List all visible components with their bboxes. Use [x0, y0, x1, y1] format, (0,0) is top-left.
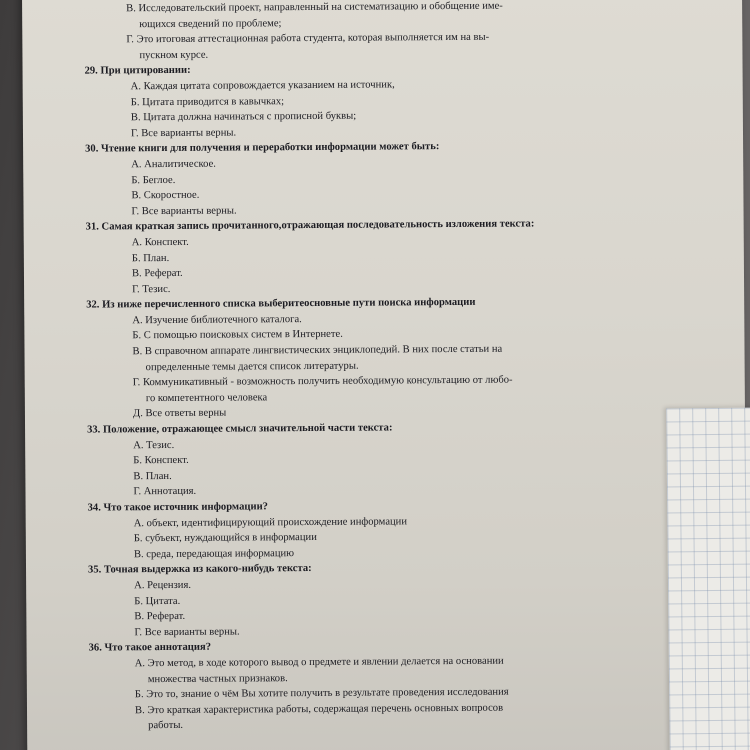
answer-text: А. Аналитическое. [131, 158, 216, 171]
prev-answer-g [84, 29, 644, 64]
answer-option [89, 699, 649, 734]
question-block [89, 637, 650, 734]
answer-text: А. объект, идентифицирующий происхождение информации [133, 515, 408, 529]
question-block [85, 60, 646, 142]
answer-text: Г. Все варианты верны. [131, 205, 237, 217]
test-questions [84, 0, 649, 734]
answer-text: Г. Все варианты верны. [130, 127, 237, 139]
prev-answer-line: пускном курсе. [139, 49, 209, 61]
question-block [88, 559, 649, 641]
answer-text: А. Это метод, в ходе которого вывод о предмете и явлении делается на основании [134, 655, 504, 670]
answer-text: А. Каждая цитата сопровождается указанием на источник, [130, 79, 395, 93]
prev-answer-line: В. Исследовательский проект, направленный на систематизацию и обобщение име- [126, 0, 503, 15]
answer-option [89, 653, 649, 688]
answer-text: Б. Конспект. [133, 455, 189, 467]
answer-continuation: определенные темы дается список литературы. [145, 360, 359, 373]
answer-text: Б. Цитата. [134, 595, 181, 607]
answer-text: В. Это краткая характеристика работы, содержащая перечень основных вопросов [134, 702, 504, 716]
question-list [85, 60, 650, 734]
answer-text: Б. План. [131, 252, 170, 264]
graph-paper-sheet [666, 408, 750, 750]
paper-sheet [22, 0, 747, 750]
answer-text: В. Реферат. [134, 611, 186, 623]
question-title: 36. Что такое аннотация? [88, 642, 212, 654]
answer-text: Б. С помощью поисковых систем в Интернете. [132, 329, 343, 342]
prev-answer-line: ющихся сведений по проблеме; [139, 17, 282, 30]
question-block [86, 216, 647, 298]
answer-text: А. Рецензия. [134, 579, 192, 592]
answer-text: Б. Беглое. [131, 174, 176, 186]
answer-text: А. Тезис. [133, 439, 175, 451]
answer-text: Б. Это то, знание о чём Вы хотите получить в результате проведения исследования [134, 686, 509, 701]
question-title: 29. При цитировании: [84, 65, 191, 77]
answer-text: А. Изучение библиотечного каталога. [132, 313, 302, 327]
answer-continuation: работы. [148, 720, 184, 732]
answer-continuation: множества частных признаков. [147, 672, 288, 685]
prev-answer-line: Г. Это итоговая аттестационная работа студента, которая выполняется им на вы- [126, 31, 490, 46]
question-block [87, 419, 648, 501]
answer-text: В. План. [133, 470, 172, 483]
answer-text: В. среда, передающая информацию [133, 547, 295, 561]
prev-answer-v [84, 0, 644, 33]
question-title: 30. Чтение книги для получения и переработки информации может быть: [85, 141, 440, 155]
answer-text: Г. Тезис. [132, 283, 171, 295]
question-block [88, 497, 648, 563]
answer-text: Г. Все варианты верны. [134, 626, 240, 638]
question-title: 32. Из ниже перечисленного списка выберитеосновные пути поиска информации [86, 297, 476, 311]
question-block [85, 138, 646, 220]
answer-text: В. Цитата должна начинаться с прописной буквы; [130, 110, 357, 124]
answer-continuation: го компетентного человека [145, 392, 268, 404]
answer-text: А. Конспект. [131, 236, 189, 249]
answer-text: В. В справочном аппарате лингвистических энциклопедий. В них после статьи на [132, 343, 503, 358]
answer-option [87, 372, 647, 407]
answer-text: В. Реферат. [131, 267, 183, 280]
answer-option [86, 341, 646, 376]
question-block [86, 294, 647, 423]
answer-text: Г. Аннотация. [133, 486, 197, 498]
answer-text: Д. Все ответы верны [132, 408, 227, 420]
answer-text: Б. субъект, нуждающийся в информации [133, 532, 317, 545]
question-title: 33. Положение, отражающее смысл значительной части текста: [87, 422, 393, 436]
question-title: 31. Самая краткая запись прочитанного,отражающая последовательность изложения текста: [85, 218, 535, 233]
answer-text: В. Скоростное. [131, 189, 200, 202]
answer-text: Б. Цитата приводится в кавычках; [130, 95, 285, 108]
question-title: 34. Что такое источник информации? [87, 501, 268, 514]
answer-text: Г. Коммуникативный - возможность получить необходимую консультацию от любо- [132, 374, 513, 389]
question-title: 35. Точная выдержка из какого-нибудь текста: [88, 563, 312, 576]
